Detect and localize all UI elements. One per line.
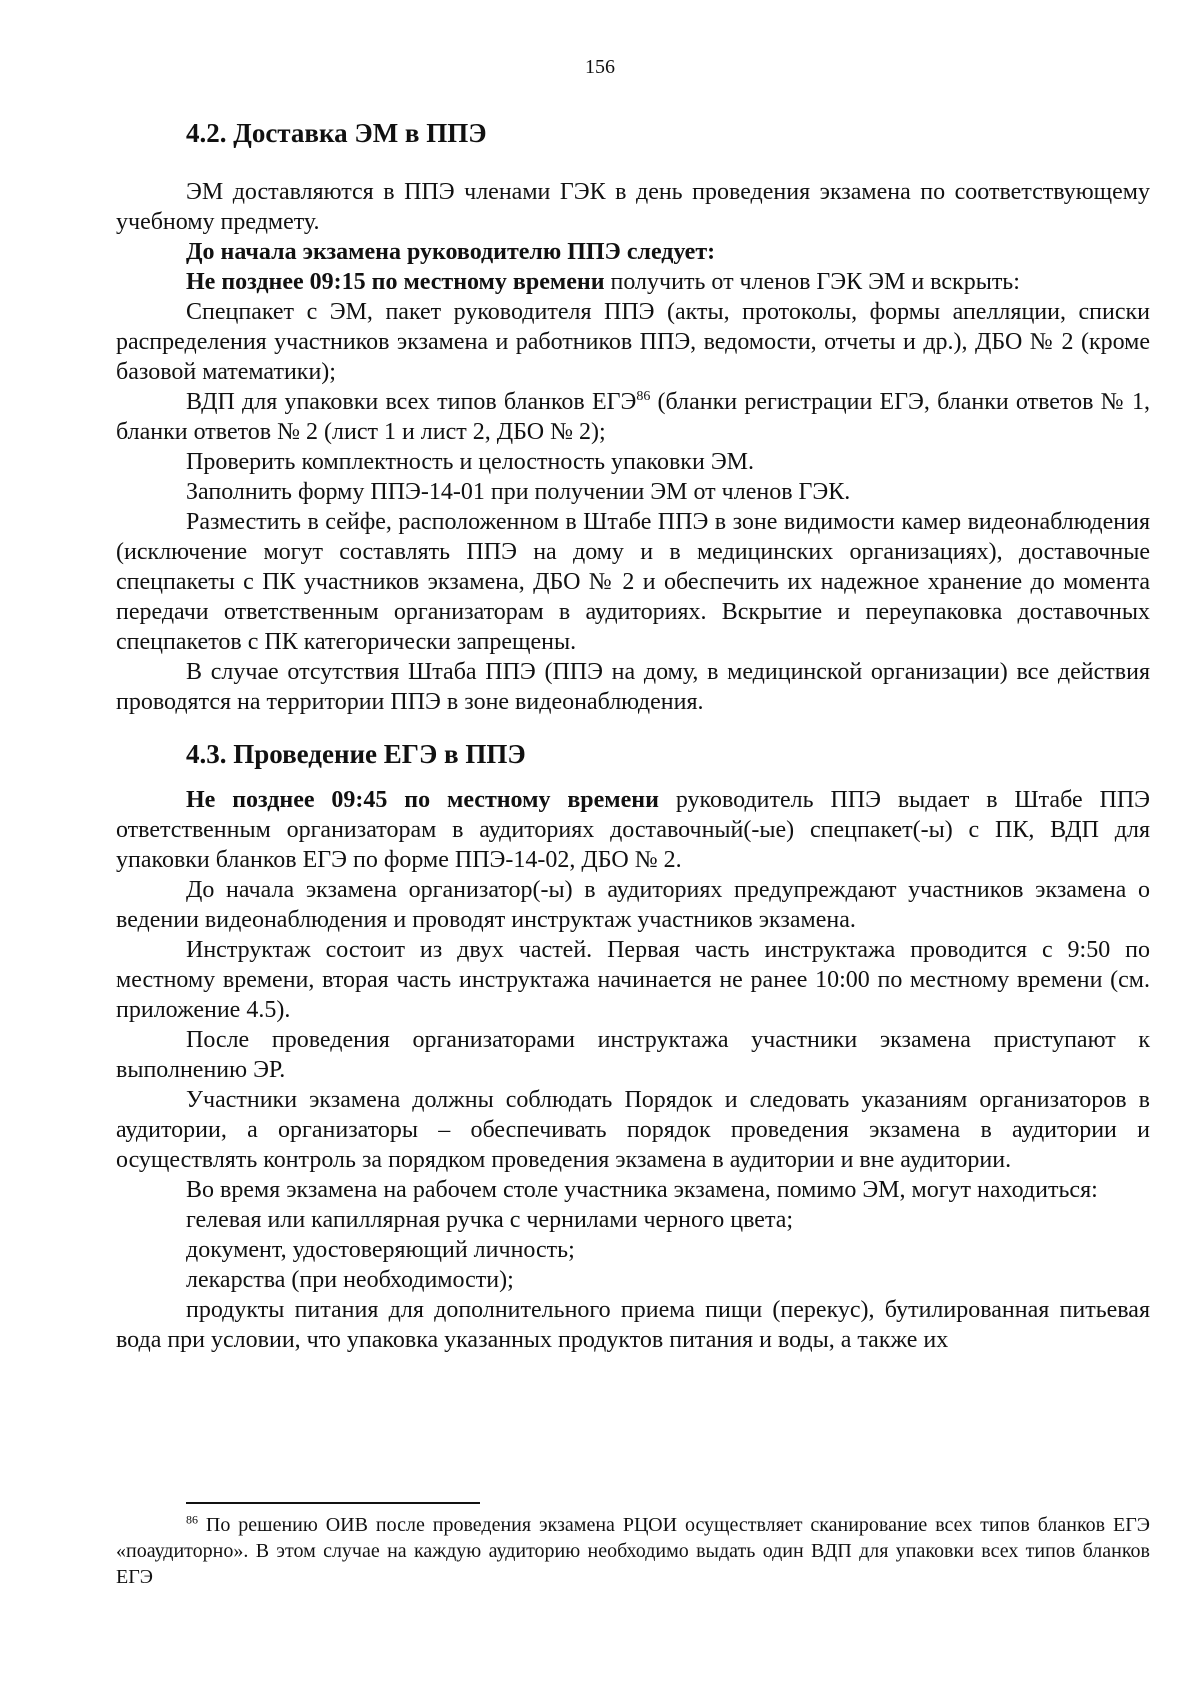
paragraph: Спецпакет с ЭМ, пакет руководителя ППЭ (акты, протоколы, формы апелляции, списки распределения участников экзамена и работников ППЭ, ведомости, отчеты и др.), ДБО № 2 (кроме базовой математики); — [116, 299, 1150, 385]
paragraph-text: получить от членов ГЭК ЭМ и вскрыть: — [604, 269, 1020, 295]
section-heading-4-3: 4.3. Проведение ЕГЭ в ППЭ — [186, 739, 526, 769]
footnote-separator — [186, 1502, 480, 1504]
paragraph: продукты питания для дополнительного приема пищи (перекус), бутилированная питьевая вода при условии, что упаковка указанных продуктов питания и воды, а также их — [116, 1297, 1150, 1353]
page-number: 156 — [585, 56, 615, 78]
page-content — [116, 116, 1150, 1355]
paragraph: Заполнить форму ППЭ-14-01 при получении ЭМ от членов ГЭК. — [186, 479, 851, 505]
paragraph: Разместить в сейфе, расположенном в Штабе ППЭ в зоне видимости камер видеонаблюдения (исключение могут составлять ППЭ на дому и в медицинских организациях), доставочные спецпакеты с ПК участников экзамена, ДБО № 2 и обеспечить их надежное хранение до момента передачи ответственным организаторам в аудиториях. Вскрытие и переупаковка доставочных спецпакетов с ПК категорически запрещены. — [116, 509, 1150, 655]
paragraph-text: руководитель ППЭ выдает в Штабе ППЭ ответственным организаторам в аудиториях доставочный(-ые) спецпакет(-ы) с ПК, ВДП для упаковки бланков ЕГЭ по форме ППЭ-14-02, ДБО № 2. — [116, 787, 1151, 873]
bold-text: Не позднее 09:15 по местному времени — [186, 269, 605, 295]
footnote-number: 86 — [186, 1512, 198, 1527]
paragraph: В случае отсутствия Штаба ППЭ (ППЭ на дому, в медицинской организации) все действия проводятся на территории ППЭ в зоне видеонаблюдения. — [116, 659, 1150, 715]
paragraph: Участники экзамена должны соблюдать Порядок и следовать указаниям организаторов в аудитории, а организаторы – обеспечивать порядок проведения экзамена в аудитории и осуществлять контроль за порядком проведения экзамена в аудитории и вне аудитории. — [116, 1087, 1150, 1173]
bold-text: До начала экзамена руководителю ППЭ следует: — [186, 239, 716, 265]
paragraph-bold — [116, 237, 1150, 267]
paragraph: Инструктаж состоит из двух частей. Первая часть инструктажа проводится с 9:50 по местному времени, вторая часть инструктажа начинается не ранее 10:00 по местному времени (см. приложение 4.5). — [116, 937, 1150, 1023]
paragraph: ЭМ доставляются в ППЭ членами ГЭК в день проведения экзамена по соответствующему учебному предмету. — [116, 179, 1150, 235]
section-heading-4-2: 4.2. Доставка ЭМ в ППЭ — [186, 118, 487, 148]
footnote — [116, 1512, 1150, 1590]
footnote-text: По решению ОИВ после проведения экзамена РЦОИ осуществляет сканирование всех типов бланков ЕГЭ «поаудиторно». В этом случае на каждую аудиторию необходимо выдать один ВДП для упаковки всех типов бланков ЕГЭ — [116, 1514, 1150, 1588]
list-item: документ, удостоверяющий личность; — [186, 1237, 575, 1263]
footnote-reference[interactable]: 86 — [636, 389, 651, 404]
paragraph-text: (бланки регистрации ЕГЭ, бланки ответов № 1, бланки ответов № 2 (лист 1 и лист 2, ДБО № 2); — [116, 389, 1150, 445]
paragraph — [116, 387, 1150, 447]
list-item: гелевая или капиллярная ручка с чернилами черного цвета; — [186, 1207, 794, 1233]
paragraph: Проверить комплектность и целостность упаковки ЭМ. — [186, 449, 754, 475]
paragraph: Во время экзамена на рабочем столе участника экзамена, помимо ЭМ, могут находиться: — [186, 1177, 1098, 1203]
bold-text: Не позднее 09:45 по местному времени — [186, 787, 659, 813]
paragraph: До начала экзамена организатор(-ы) в аудиториях предупреждают участников экзамена о ведении видеонаблюдения и проводят инструктаж участников экзамена. — [116, 877, 1150, 933]
paragraph — [116, 785, 1150, 875]
paragraph-text: ВДП для упаковки всех типов бланков ЕГЭ — [186, 389, 637, 415]
paragraph: После проведения организаторами инструктажа участники экзамена приступают к выполнению ЭР. — [116, 1027, 1150, 1083]
list-item: лекарства (при необходимости); — [186, 1267, 514, 1293]
paragraph — [116, 267, 1150, 297]
